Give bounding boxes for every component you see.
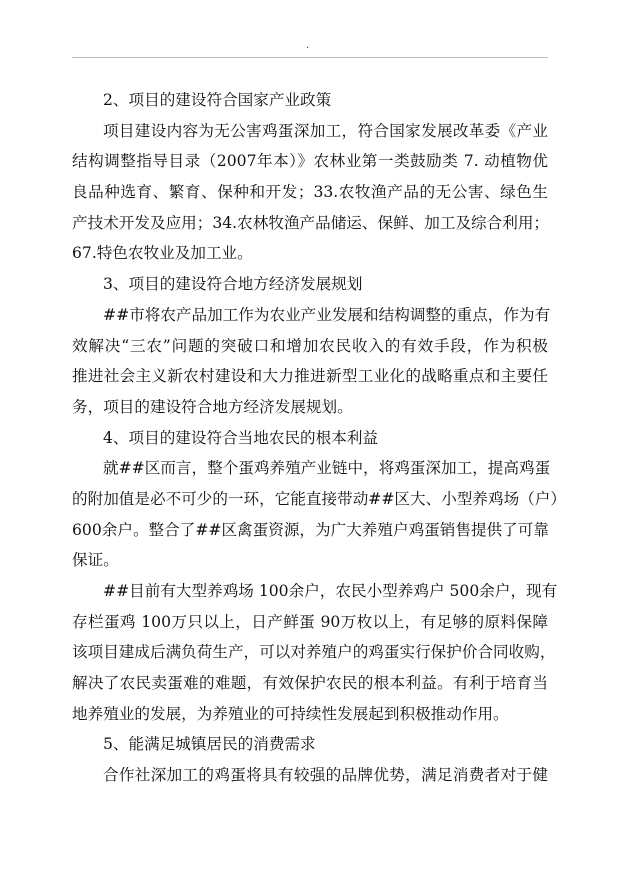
paragraph-line: 项目建设内容为无公害鸡蛋深加工，符合国家发展改革委《产业 bbox=[103, 121, 548, 140]
paragraph-line: ##市将农产品加工作为农业产业发展和结构调整的重点，作为有 bbox=[103, 305, 551, 324]
paragraph-line: 该项目建成后满负荷生产，可以对养殖户的鸡蛋实行保护价合同收购， bbox=[72, 643, 556, 662]
paragraph-line: 地养殖业的发展，为养殖业的可持续性发展起到积极推动作用。 bbox=[72, 704, 509, 723]
paragraph-line: 效解决“三农”问题的突破口和增加农民收入的有效手段，作为积极 bbox=[72, 336, 548, 355]
paragraph-line: 务，项目的建设符合地方经济发展规划。 bbox=[72, 397, 353, 416]
paragraph-line: 600余户。整合了##区禽蛋资源，为广大养殖户鸡蛋销售提供了可靠 bbox=[72, 520, 549, 539]
paragraph-line: 良品种选育、繁育、保种和开发；33.农牧渔产品的无公害、绿色生 bbox=[72, 183, 548, 202]
paragraph-line: 解决了农民卖蛋难的难题，有效保护农民的根本利益。有利于培育当 bbox=[72, 674, 548, 693]
section-heading-2: 2、项目的建设符合国家产业政策 bbox=[103, 91, 332, 109]
paragraph-line: 的附加值是必不可少的一环，它能直接带动##区大、小型养鸡场（户） bbox=[72, 489, 566, 508]
paragraph-line: 存栏蛋鸡 100万只以上，日产鲜蛋 90万枚以上，有足够的原料保障 bbox=[72, 612, 548, 631]
paragraph-line: 保证。 bbox=[72, 551, 119, 570]
paragraph-line: ##目前有大型养鸡场 100余户，农民小型养鸡户 500余户，现有 bbox=[103, 582, 558, 600]
section-heading-4: 4、项目的建设符合当地农民的根本利益 bbox=[103, 428, 379, 447]
section-heading-5: 5、能满足城镇居民的消费需求 bbox=[103, 735, 316, 754]
paragraph-line: 结构调整指导目录（2007年本）》农林业第一类鼓励类 7. 动植物优 bbox=[72, 152, 548, 171]
paragraph-line: 推进社会主义新农村建设和大力推进新型工业化的战略重点和主要任 bbox=[72, 367, 548, 386]
header-mark: . bbox=[306, 40, 310, 51]
paragraph-line: 就##区而言，整个蛋鸡养殖产业链中，将鸡蛋深加工，提高鸡蛋 bbox=[103, 459, 551, 478]
paragraph-line: 67.特色农牧业及加工业。 bbox=[72, 244, 253, 263]
paragraph-line: 产技术开发及应用；34.农林牧渔产品储运、保鲜、加工及综合利用； bbox=[72, 213, 550, 232]
section-heading-3: 3、项目的建设符合地方经济发展规划 bbox=[103, 275, 363, 294]
paragraph-line: 合作社深加工的鸡蛋将具有较强的品牌优势，满足消费者对于健 bbox=[103, 766, 548, 785]
document-body bbox=[72, 85, 566, 791]
header-rule bbox=[72, 57, 548, 58]
